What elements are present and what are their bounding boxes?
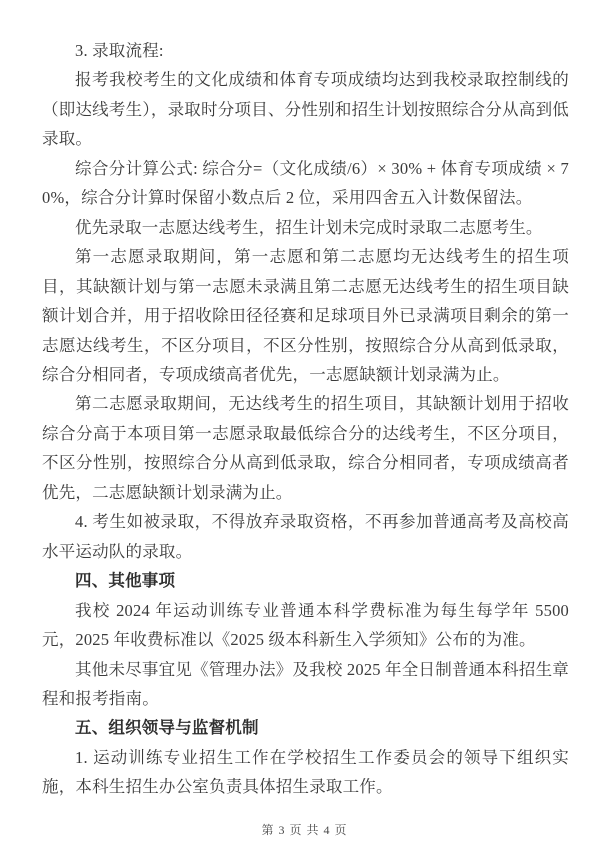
section-heading-organization-supervision: 五、组织领导与监督机制 [75, 718, 259, 738]
paragraph-first-choice-period: 第一志愿录取期间，第一志愿和第二志愿均无达线考生的招生项目，其缺额计划与第一志愿未录满且第二志愿无达线考生的招生项目缺额计划合并，用于招收除田径径赛和足球项目外已录满项目剩余的第一志愿达线考生，不区分项目，不区分性别，按照综合分从高到低录取，综合分相同者，专项成绩高者优先，一志愿缺额计划录满为止。 [42, 247, 569, 384]
section-heading-other-matters: 四、其他事项 [75, 571, 176, 591]
page-footer [0, 822, 609, 838]
page-number-label: 第 3 页 共 4 页 [261, 823, 348, 837]
paragraph-other-matters-reference: 其他未尽事宜见《管理办法》及我校 2025 年全日制普通本科招生章程和报考指南。 [42, 659, 569, 708]
paragraph-admission-commitment: 4. 考生如被录取，不得放弃录取资格，不再参加普通高考及高校高水平运动队的录取。 [42, 512, 569, 561]
paragraph-organization-implementation: 1. 运动训练专业招生工作在学校招生工作委员会的领导下组织实施，本科生招生办公室负责具体招生录取工作。 [42, 747, 569, 797]
paragraph-second-choice-period: 第二志愿录取期间，无达线考生的招生项目，其缺额计划用于招收综合分高于本项目第一志愿录取最低综合分的达线考生，不区分项目，不区分性别，按照综合分从高到低录取，综合分相同者，专项成绩高者优先，二志愿缺额计划录满为止。 [42, 394, 569, 502]
paragraph-admission-control-line: 报考我校考生的文化成绩和体育专项成绩均达到我校录取控制线的（即达线考生），录取时分项目、分性别和招生计划按照综合分从高到低录取。 [42, 70, 569, 149]
paragraph-tuition-standard: 我校 2024 年运动训练专业普通本科学费标准为每生每学年 5500 元，2025 年收费标准以《2025 级本科新生入学须知》公布的为准。 [42, 600, 569, 650]
paragraph-first-choice-priority: 优先录取一志愿达线考生，招生计划未完成时录取二志愿考生。 [75, 217, 543, 237]
document-body [42, 36, 569, 802]
paragraph-admission-process-title: 3. 录取流程: [75, 41, 164, 60]
paragraph-composite-score-formula: 综合分计算公式: 综合分=（文化成绩/6）× 30% + 体育专项成绩 × 70%，综合分计算时保留小数点后 2 位，采用四舍五入计数保留法。 [42, 158, 569, 208]
